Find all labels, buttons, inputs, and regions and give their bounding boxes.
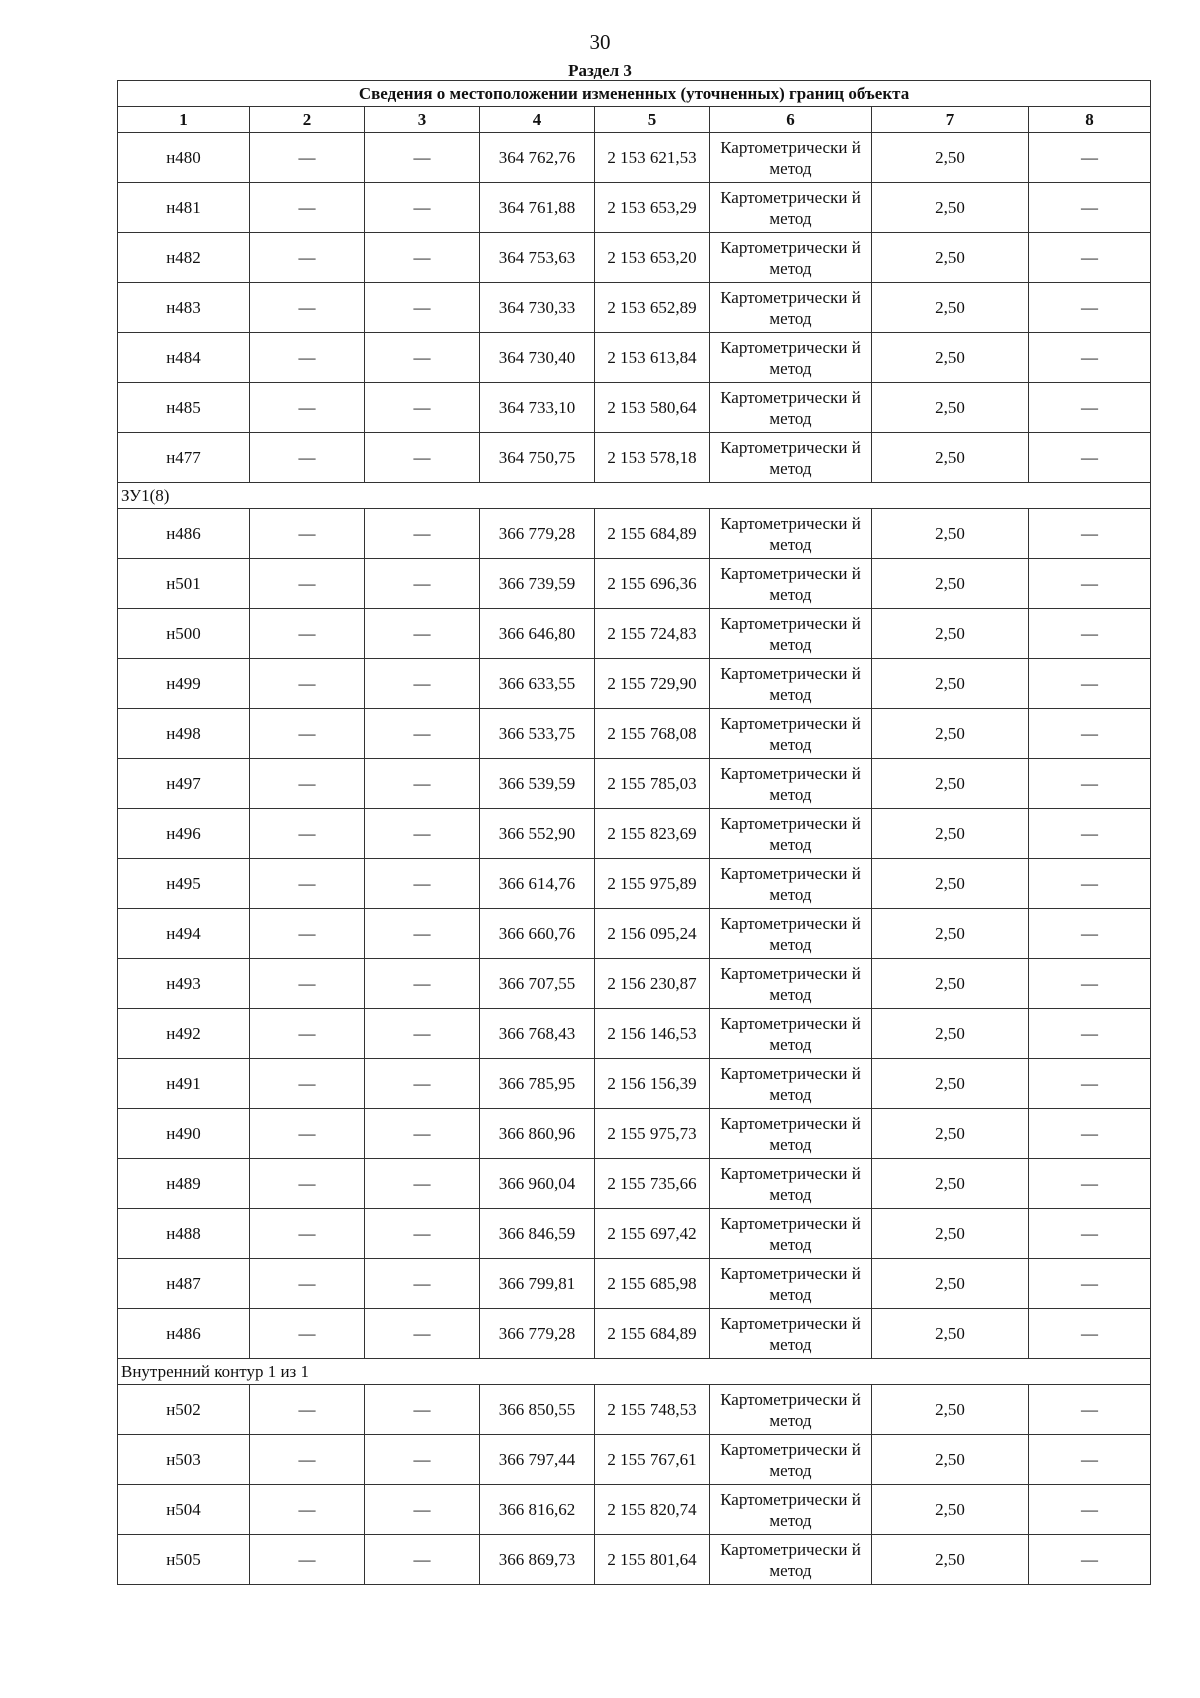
x-coordinate: 366 779,28 bbox=[480, 1309, 595, 1359]
page-number: 30 bbox=[589, 30, 611, 54]
point-id: н487 bbox=[118, 1259, 250, 1309]
table-row bbox=[118, 559, 1151, 609]
col3-value: — bbox=[365, 1485, 480, 1535]
col8-value: — bbox=[1029, 809, 1151, 859]
col8-value: — bbox=[1029, 859, 1151, 909]
method: Картометрически й метод bbox=[710, 509, 872, 559]
point-id: н482 bbox=[118, 233, 250, 283]
col2-value: — bbox=[250, 1485, 365, 1535]
method: Картометрически й метод bbox=[710, 1059, 872, 1109]
accuracy: 2,50 bbox=[872, 1535, 1029, 1585]
x-coordinate: 366 869,73 bbox=[480, 1535, 595, 1585]
x-coordinate: 366 552,90 bbox=[480, 809, 595, 859]
col3-value: — bbox=[365, 609, 480, 659]
x-coordinate: 364 730,33 bbox=[480, 283, 595, 333]
method: Картометрически й метод bbox=[710, 1435, 872, 1485]
col8-value: — bbox=[1029, 1009, 1151, 1059]
point-id: н486 bbox=[118, 509, 250, 559]
col2-value: — bbox=[250, 333, 365, 383]
col2-value: — bbox=[250, 1259, 365, 1309]
y-coordinate: 2 153 652,89 bbox=[595, 283, 710, 333]
point-id: н493 bbox=[118, 959, 250, 1009]
y-coordinate: 2 155 785,03 bbox=[595, 759, 710, 809]
method: Картометрически й метод bbox=[710, 383, 872, 433]
x-coordinate: 366 799,81 bbox=[480, 1259, 595, 1309]
col8-value: — bbox=[1029, 709, 1151, 759]
method: Картометрически й метод bbox=[710, 1109, 872, 1159]
x-coordinate: 366 739,59 bbox=[480, 559, 595, 609]
col3-value: — bbox=[365, 759, 480, 809]
table-row bbox=[118, 759, 1151, 809]
y-coordinate: 2 155 975,73 bbox=[595, 1109, 710, 1159]
method: Картометрически й метод bbox=[710, 759, 872, 809]
table-row bbox=[118, 333, 1151, 383]
col3-value: — bbox=[365, 383, 480, 433]
col3-value: — bbox=[365, 659, 480, 709]
col3-value: — bbox=[365, 1059, 480, 1109]
col8-value: — bbox=[1029, 1209, 1151, 1259]
y-coordinate: 2 155 975,89 bbox=[595, 859, 710, 909]
accuracy: 2,50 bbox=[872, 1009, 1029, 1059]
table-row bbox=[118, 1159, 1151, 1209]
col3-value: — bbox=[365, 433, 480, 483]
coordinates-table bbox=[117, 80, 1151, 1585]
col2-value: — bbox=[250, 859, 365, 909]
col8-value: — bbox=[1029, 1485, 1151, 1535]
col2-value: — bbox=[250, 559, 365, 609]
accuracy: 2,50 bbox=[872, 1159, 1029, 1209]
accuracy: 2,50 bbox=[872, 659, 1029, 709]
y-coordinate: 2 155 696,36 bbox=[595, 559, 710, 609]
point-id: н486 bbox=[118, 1309, 250, 1359]
col8-value: — bbox=[1029, 233, 1151, 283]
point-id: н496 bbox=[118, 809, 250, 859]
col2-value: — bbox=[250, 433, 365, 483]
col8-value: — bbox=[1029, 1309, 1151, 1359]
method: Картометрически й метод bbox=[710, 283, 872, 333]
col3-value: — bbox=[365, 1159, 480, 1209]
table-row bbox=[118, 1259, 1151, 1309]
method: Картометрически й метод bbox=[710, 809, 872, 859]
method: Картометрически й метод bbox=[710, 609, 872, 659]
y-coordinate: 2 156 095,24 bbox=[595, 909, 710, 959]
col8-value: — bbox=[1029, 133, 1151, 183]
table-row bbox=[118, 233, 1151, 283]
y-coordinate: 2 156 230,87 bbox=[595, 959, 710, 1009]
accuracy: 2,50 bbox=[872, 1259, 1029, 1309]
method: Картометрически й метод bbox=[710, 1485, 872, 1535]
col2-value: — bbox=[250, 709, 365, 759]
method: Картометрически й метод bbox=[710, 233, 872, 283]
accuracy: 2,50 bbox=[872, 433, 1029, 483]
x-coordinate: 366 614,76 bbox=[480, 859, 595, 909]
col8-value: — bbox=[1029, 559, 1151, 609]
table-row bbox=[118, 1109, 1151, 1159]
y-coordinate: 2 155 685,98 bbox=[595, 1259, 710, 1309]
method: Картометрически й метод bbox=[710, 1535, 872, 1585]
col2-value: — bbox=[250, 283, 365, 333]
col3-value: — bbox=[365, 1535, 480, 1585]
col8-value: — bbox=[1029, 333, 1151, 383]
point-id: н495 bbox=[118, 859, 250, 909]
col2-value: — bbox=[250, 659, 365, 709]
accuracy: 2,50 bbox=[872, 809, 1029, 859]
y-coordinate: 2 153 653,29 bbox=[595, 183, 710, 233]
group-label: ЗУ1(8) bbox=[118, 483, 1151, 509]
method: Картометрически й метод bbox=[710, 333, 872, 383]
col3-value: — bbox=[365, 233, 480, 283]
column-number: 1 bbox=[118, 107, 250, 133]
col2-value: — bbox=[250, 1109, 365, 1159]
point-id: н485 bbox=[118, 383, 250, 433]
x-coordinate: 366 850,55 bbox=[480, 1385, 595, 1435]
y-coordinate: 2 155 684,89 bbox=[595, 509, 710, 559]
col2-value: — bbox=[250, 233, 365, 283]
y-coordinate: 2 155 729,90 bbox=[595, 659, 710, 709]
accuracy: 2,50 bbox=[872, 1059, 1029, 1109]
method: Картометрически й метод bbox=[710, 1159, 872, 1209]
table-row bbox=[118, 133, 1151, 183]
table-row bbox=[118, 433, 1151, 483]
method: Картометрически й метод bbox=[710, 1209, 872, 1259]
table-caption-row bbox=[118, 81, 1151, 107]
accuracy: 2,50 bbox=[872, 283, 1029, 333]
y-coordinate: 2 155 768,08 bbox=[595, 709, 710, 759]
point-id: н489 bbox=[118, 1159, 250, 1209]
col8-value: — bbox=[1029, 1159, 1151, 1209]
accuracy: 2,50 bbox=[872, 559, 1029, 609]
table-row bbox=[118, 659, 1151, 709]
section-title: Раздел 3 bbox=[568, 61, 632, 80]
col2-value: — bbox=[250, 133, 365, 183]
y-coordinate: 2 155 823,69 bbox=[595, 809, 710, 859]
col3-value: — bbox=[365, 1385, 480, 1435]
method: Картометрически й метод bbox=[710, 183, 872, 233]
point-id: н497 bbox=[118, 759, 250, 809]
col2-value: — bbox=[250, 1209, 365, 1259]
x-coordinate: 366 860,96 bbox=[480, 1109, 595, 1159]
method: Картометрически й метод bbox=[710, 709, 872, 759]
group-row bbox=[118, 1359, 1151, 1385]
x-coordinate: 366 707,55 bbox=[480, 959, 595, 1009]
accuracy: 2,50 bbox=[872, 1209, 1029, 1259]
y-coordinate: 2 156 156,39 bbox=[595, 1059, 710, 1109]
y-coordinate: 2 155 684,89 bbox=[595, 1309, 710, 1359]
col2-value: — bbox=[250, 1535, 365, 1585]
table-caption: Сведения о местоположении измененных (уточненных) границ объекта bbox=[118, 81, 1151, 107]
col8-value: — bbox=[1029, 759, 1151, 809]
col3-value: — bbox=[365, 709, 480, 759]
table-row bbox=[118, 509, 1151, 559]
accuracy: 2,50 bbox=[872, 383, 1029, 433]
method: Картометрически й метод bbox=[710, 1385, 872, 1435]
accuracy: 2,50 bbox=[872, 1385, 1029, 1435]
col8-value: — bbox=[1029, 433, 1151, 483]
accuracy: 2,50 bbox=[872, 183, 1029, 233]
accuracy: 2,50 bbox=[872, 133, 1029, 183]
column-number: 3 bbox=[365, 107, 480, 133]
x-coordinate: 366 785,95 bbox=[480, 1059, 595, 1109]
col3-value: — bbox=[365, 1109, 480, 1159]
x-coordinate: 366 646,80 bbox=[480, 609, 595, 659]
col8-value: — bbox=[1029, 659, 1151, 709]
col2-value: — bbox=[250, 1009, 365, 1059]
point-id: н491 bbox=[118, 1059, 250, 1109]
col8-value: — bbox=[1029, 959, 1151, 1009]
point-id: н488 bbox=[118, 1209, 250, 1259]
accuracy: 2,50 bbox=[872, 509, 1029, 559]
table-row bbox=[118, 909, 1151, 959]
y-coordinate: 2 156 146,53 bbox=[595, 1009, 710, 1059]
col3-value: — bbox=[365, 1009, 480, 1059]
accuracy: 2,50 bbox=[872, 609, 1029, 659]
col8-value: — bbox=[1029, 1259, 1151, 1309]
table-row bbox=[118, 859, 1151, 909]
x-coordinate: 364 733,10 bbox=[480, 383, 595, 433]
x-coordinate: 366 539,59 bbox=[480, 759, 595, 809]
col3-value: — bbox=[365, 809, 480, 859]
col3-value: — bbox=[365, 333, 480, 383]
method: Картометрически й метод bbox=[710, 1259, 872, 1309]
col8-value: — bbox=[1029, 609, 1151, 659]
table-row bbox=[118, 1209, 1151, 1259]
group-row bbox=[118, 483, 1151, 509]
x-coordinate: 366 816,62 bbox=[480, 1485, 595, 1535]
x-coordinate: 364 750,75 bbox=[480, 433, 595, 483]
point-id: н505 bbox=[118, 1535, 250, 1585]
y-coordinate: 2 155 767,61 bbox=[595, 1435, 710, 1485]
point-id: н483 bbox=[118, 283, 250, 333]
accuracy: 2,50 bbox=[872, 709, 1029, 759]
y-coordinate: 2 153 613,84 bbox=[595, 333, 710, 383]
column-number: 8 bbox=[1029, 107, 1151, 133]
point-id: н480 bbox=[118, 133, 250, 183]
point-id: н494 bbox=[118, 909, 250, 959]
table-row bbox=[118, 809, 1151, 859]
table-row bbox=[118, 1009, 1151, 1059]
col2-value: — bbox=[250, 759, 365, 809]
col3-value: — bbox=[365, 559, 480, 609]
point-id: н477 bbox=[118, 433, 250, 483]
column-number: 6 bbox=[710, 107, 872, 133]
col2-value: — bbox=[250, 959, 365, 1009]
table-row bbox=[118, 283, 1151, 333]
col8-value: — bbox=[1029, 1109, 1151, 1159]
y-coordinate: 2 155 697,42 bbox=[595, 1209, 710, 1259]
table-row bbox=[118, 183, 1151, 233]
table-row bbox=[118, 1485, 1151, 1535]
point-id: н492 bbox=[118, 1009, 250, 1059]
accuracy: 2,50 bbox=[872, 959, 1029, 1009]
method: Картометрически й метод bbox=[710, 1009, 872, 1059]
accuracy: 2,50 bbox=[872, 759, 1029, 809]
point-id: н502 bbox=[118, 1385, 250, 1435]
col3-value: — bbox=[365, 1309, 480, 1359]
x-coordinate: 366 533,75 bbox=[480, 709, 595, 759]
method: Картометрически й метод bbox=[710, 559, 872, 609]
table-row bbox=[118, 1535, 1151, 1585]
column-number: 7 bbox=[872, 107, 1029, 133]
x-coordinate: 364 761,88 bbox=[480, 183, 595, 233]
col8-value: — bbox=[1029, 1535, 1151, 1585]
x-coordinate: 364 730,40 bbox=[480, 333, 595, 383]
point-id: н490 bbox=[118, 1109, 250, 1159]
y-coordinate: 2 155 801,64 bbox=[595, 1535, 710, 1585]
method: Картометрически й метод bbox=[710, 659, 872, 709]
x-coordinate: 366 846,59 bbox=[480, 1209, 595, 1259]
accuracy: 2,50 bbox=[872, 333, 1029, 383]
method: Картометрически й метод bbox=[710, 859, 872, 909]
col2-value: — bbox=[250, 1059, 365, 1109]
column-number: 5 bbox=[595, 107, 710, 133]
col3-value: — bbox=[365, 1209, 480, 1259]
col3-value: — bbox=[365, 183, 480, 233]
col2-value: — bbox=[250, 1435, 365, 1485]
table-row bbox=[118, 1385, 1151, 1435]
method: Картометрически й метод bbox=[710, 1309, 872, 1359]
col2-value: — bbox=[250, 509, 365, 559]
y-coordinate: 2 155 820,74 bbox=[595, 1485, 710, 1535]
point-id: н500 bbox=[118, 609, 250, 659]
point-id: н484 bbox=[118, 333, 250, 383]
x-coordinate: 366 633,55 bbox=[480, 659, 595, 709]
accuracy: 2,50 bbox=[872, 233, 1029, 283]
col3-value: — bbox=[365, 1435, 480, 1485]
col8-value: — bbox=[1029, 909, 1151, 959]
y-coordinate: 2 155 724,83 bbox=[595, 609, 710, 659]
y-coordinate: 2 153 578,18 bbox=[595, 433, 710, 483]
col8-value: — bbox=[1029, 183, 1151, 233]
y-coordinate: 2 153 580,64 bbox=[595, 383, 710, 433]
x-coordinate: 366 779,28 bbox=[480, 509, 595, 559]
accuracy: 2,50 bbox=[872, 859, 1029, 909]
col8-value: — bbox=[1029, 1435, 1151, 1485]
accuracy: 2,50 bbox=[872, 1309, 1029, 1359]
col2-value: — bbox=[250, 809, 365, 859]
col2-value: — bbox=[250, 183, 365, 233]
col3-value: — bbox=[365, 509, 480, 559]
point-id: н499 bbox=[118, 659, 250, 709]
col3-value: — bbox=[365, 133, 480, 183]
group-label: Внутренний контур 1 из 1 bbox=[118, 1359, 1151, 1385]
method: Картометрически й метод bbox=[710, 909, 872, 959]
point-id: н501 bbox=[118, 559, 250, 609]
x-coordinate: 366 960,04 bbox=[480, 1159, 595, 1209]
y-coordinate: 2 155 748,53 bbox=[595, 1385, 710, 1435]
method: Картометрически й метод bbox=[710, 133, 872, 183]
col8-value: — bbox=[1029, 1385, 1151, 1435]
point-id: н481 bbox=[118, 183, 250, 233]
x-coordinate: 364 762,76 bbox=[480, 133, 595, 183]
column-number-row bbox=[118, 107, 1151, 133]
column-number: 2 bbox=[250, 107, 365, 133]
col8-value: — bbox=[1029, 509, 1151, 559]
col3-value: — bbox=[365, 283, 480, 333]
method: Картометрически й метод bbox=[710, 433, 872, 483]
table-row bbox=[118, 609, 1151, 659]
x-coordinate: 366 768,43 bbox=[480, 1009, 595, 1059]
y-coordinate: 2 155 735,66 bbox=[595, 1159, 710, 1209]
accuracy: 2,50 bbox=[872, 1109, 1029, 1159]
accuracy: 2,50 bbox=[872, 1435, 1029, 1485]
col3-value: — bbox=[365, 959, 480, 1009]
point-id: н498 bbox=[118, 709, 250, 759]
col2-value: — bbox=[250, 1309, 365, 1359]
col2-value: — bbox=[250, 909, 365, 959]
x-coordinate: 364 753,63 bbox=[480, 233, 595, 283]
table-row bbox=[118, 959, 1151, 1009]
method: Картометрически й метод bbox=[710, 959, 872, 1009]
col8-value: — bbox=[1029, 383, 1151, 433]
table-row bbox=[118, 1435, 1151, 1485]
column-number: 4 bbox=[480, 107, 595, 133]
col8-value: — bbox=[1029, 1059, 1151, 1109]
y-coordinate: 2 153 653,20 bbox=[595, 233, 710, 283]
col3-value: — bbox=[365, 909, 480, 959]
x-coordinate: 366 660,76 bbox=[480, 909, 595, 959]
col2-value: — bbox=[250, 1159, 365, 1209]
col3-value: — bbox=[365, 1259, 480, 1309]
accuracy: 2,50 bbox=[872, 1485, 1029, 1535]
table-row bbox=[118, 1059, 1151, 1109]
table-row bbox=[118, 1309, 1151, 1359]
x-coordinate: 366 797,44 bbox=[480, 1435, 595, 1485]
col3-value: — bbox=[365, 859, 480, 909]
col2-value: — bbox=[250, 609, 365, 659]
point-id: н504 bbox=[118, 1485, 250, 1535]
table-row bbox=[118, 383, 1151, 433]
y-coordinate: 2 153 621,53 bbox=[595, 133, 710, 183]
col8-value: — bbox=[1029, 283, 1151, 333]
table-row bbox=[118, 709, 1151, 759]
col2-value: — bbox=[250, 383, 365, 433]
accuracy: 2,50 bbox=[872, 909, 1029, 959]
col2-value: — bbox=[250, 1385, 365, 1435]
point-id: н503 bbox=[118, 1435, 250, 1485]
